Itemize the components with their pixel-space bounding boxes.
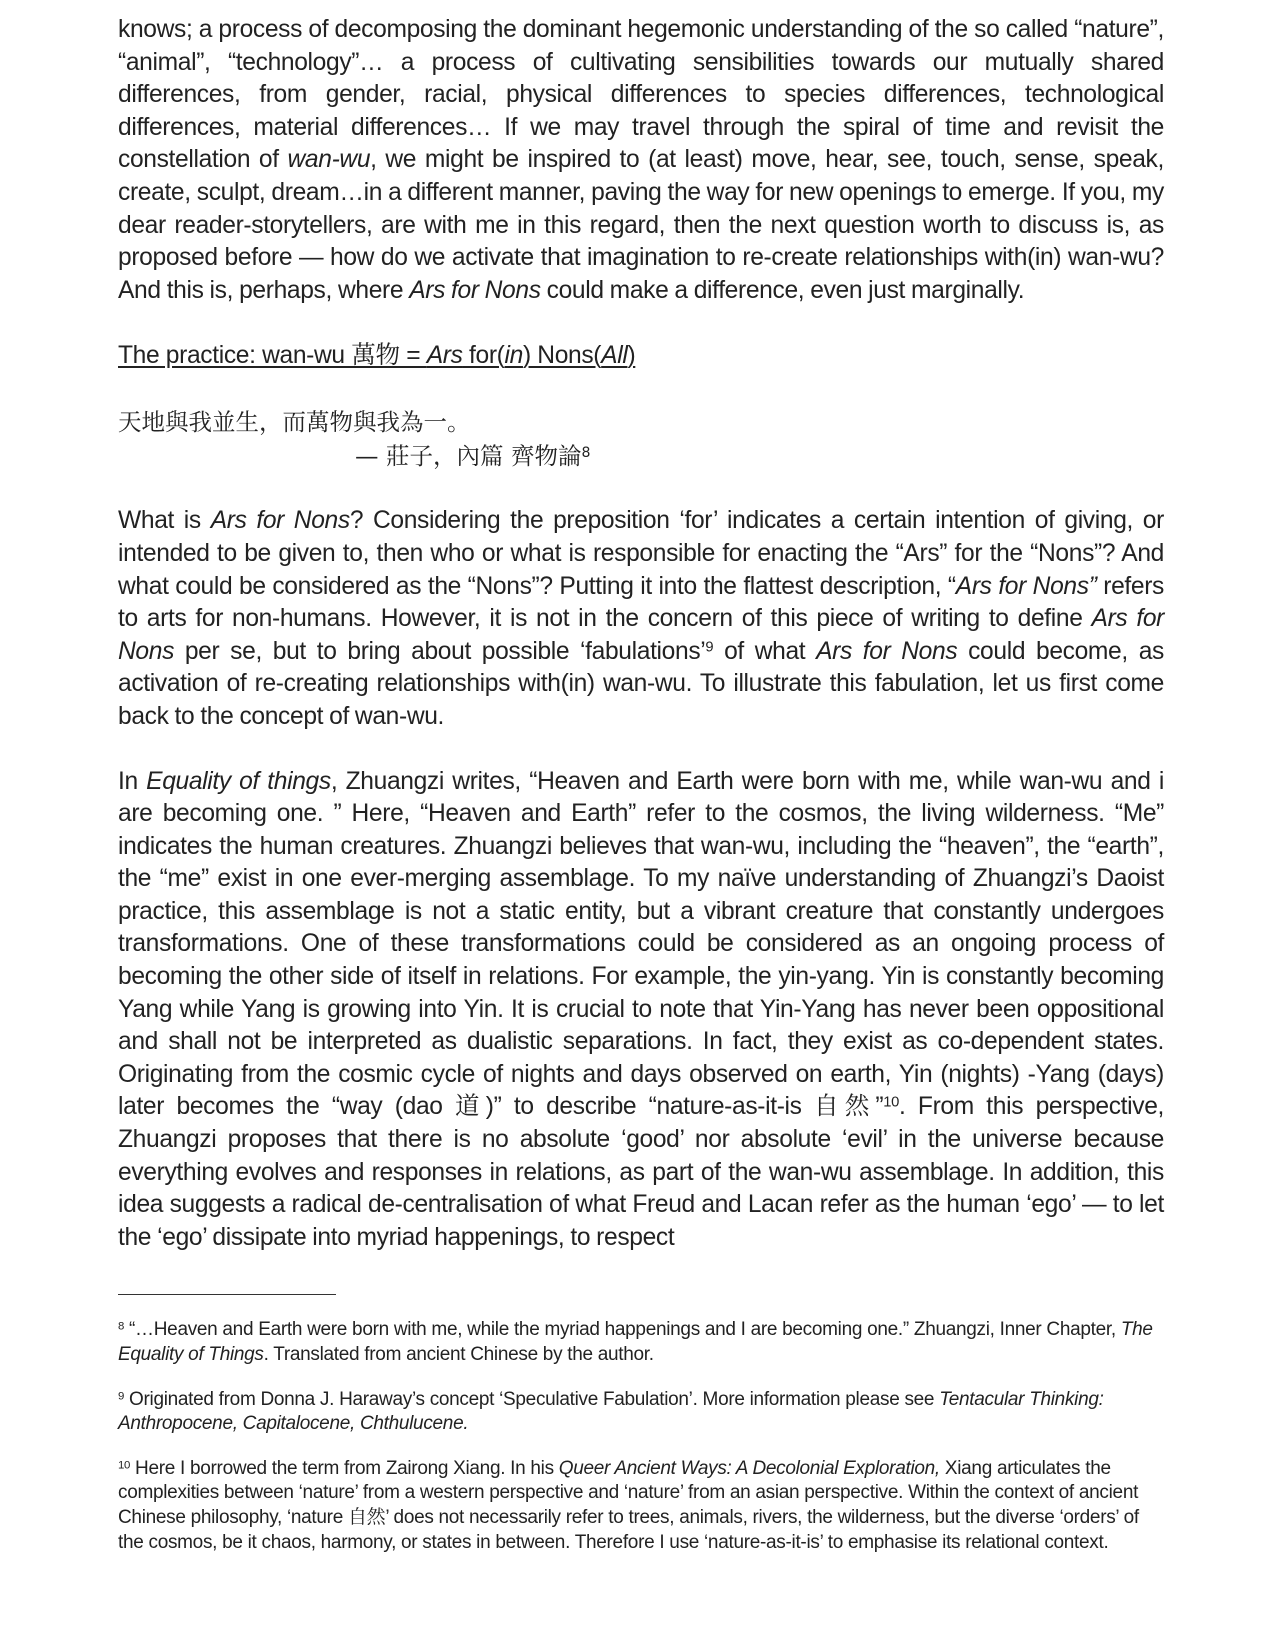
paragraph-equality: In Equality of things, Zhuangzi writes, “Heaven and Earth were born with me, while wan-wu and i are becoming one. ” Here, “Heaven and Earth” refer to the cosmos, the living wilderness. “Me” indicates the human creatures. Zhuangzi believes that wan-wu, including the “heaven”, the “earth”, the “me” exist in one ever-merging assemblage. To my naïve understanding of Zhuangzi’s Daoist practice, this assemblage is not a static entity, but a vibrant creature that constantly undergoes transformations. One of these transformations could be considered as an ongoing process of becoming the other side of itself in relations. For example, the yin-yang. Yin is constantly becoming Yang while Yang is growing into Yin. It is crucial to note that Yin-Yang has never been oppositional and shall not be interpreted as dualistic separations. In fact, they exist as co-dependent states. Originating from the cosmic cycle of nights and days observed on earth, Yin (nights) -Yang (days) later becomes the “way (dao 道)” to describe “nature-as-it-is 自然”$^{10}$. From this perspective, Zhuangzi proposes that there is no absolute ‘good’ nor absolute ‘evil’ in the universe because everything evolves and responses in relations, as part of the wan-wu assemblage. In addition, this idea suggests a radical de-centralisation of what Freud and Lacan refer as the human ‘ego’ — to let the ‘ego’ dissipate into myriad happenings, to respect bbox=[118, 767, 1164, 1251]
epigraph-quote bbox=[118, 405, 1164, 473]
footnote-ref-10: 10 bbox=[883, 1095, 899, 1112]
footnote-ref-9: 9 bbox=[705, 639, 714, 656]
section-heading: The practice: wan-wu 萬物 = Ars for(in) Nons(All) bbox=[118, 342, 636, 370]
paragraph-intro: knows; a process of decomposing the dominant hegemonic understanding of the so called “nature”, “animal”, “technology”… a process of cultivating sensibilities towards our mutually shared differences, from gender, racial, physical differences to species differences, technological differences, material differences… If we may travel through the spiral of time and revisit the constellation of wan-wu, we might be inspired to (at least) move, hear, see, touch, sense, speak, create, sculpt, dream…in a different manner, paving the way for new openings to emerge. If you, my dear reader-storytellers, are with me in this regard, then the next question worth to discuss is, as proposed before — how do we activate that imagination to re-create relationships with(in) wan-wu? And this is, perhaps, where Ars for Nons could make a difference, even just marginally. bbox=[118, 16, 1164, 304]
document-page bbox=[118, 14, 1164, 1555]
quote-source: — 莊子，內篇 齊物論$^8$ bbox=[355, 442, 591, 471]
paragraph-what-is: What is Ars for Nons? Considering the preposition ‘for’ indicates a certain intention of giving, or intended to be given to, then who or what is responsible for enacting the “Ars” for the “Nons”? And what could be considered as the “Nons”? Putting it into the flattest description, “Ars for Nons” refers to arts for non-humans. However, it is not in the concern of this piece of writing to define Ars for Nons per se, but to bring about possible ‘fabulations’$^9$ of what Ars for Nons could become, as activation of re-creating relationships with(in) wan-wu. To illustrate this fabulation, let us first come back to the concept of wan-wu. bbox=[118, 507, 1164, 730]
footnote-10: $^{10}$ Here I borrowed the term from Zairong Xiang. In his Queer Ancient Ways: A Decolonial Exploration, Xiang articulates the complexities between ‘nature’ from a western perspective and ‘nature’ from an asian perspective. Within the context of ancient Chinese philosophy, ‘nature 自然’ does not necessarily refer to trees, animals, rivers, the wilderness, but the diverse ‘orders’ of the cosmos, be it chaos, harmony, or states in between. Therefore I use ‘nature-as-it-is’ to emphasise its relational context. bbox=[118, 1457, 1139, 1553]
footnote-ref-8: 8 bbox=[581, 445, 591, 462]
footnote-8: $^8$ “…Heaven and Earth were born with me, while the myriad happenings and I are becoming one.” Zhuangzi, Inner Chapter, The Equality of Things. Translated from ancient Chinese by the author. bbox=[118, 1319, 1153, 1365]
quote-text: 天地與我並生，而萬物與我為一。 bbox=[118, 408, 471, 437]
footnote-divider bbox=[118, 1294, 336, 1295]
footnote-9: $^9$ Originated from Donna J. Haraway’s concept ‘Speculative Fabulation’. More information please see Tentacular Thinking: Anthropocene, Capitalocene, Chthulucene. bbox=[118, 1388, 1104, 1435]
